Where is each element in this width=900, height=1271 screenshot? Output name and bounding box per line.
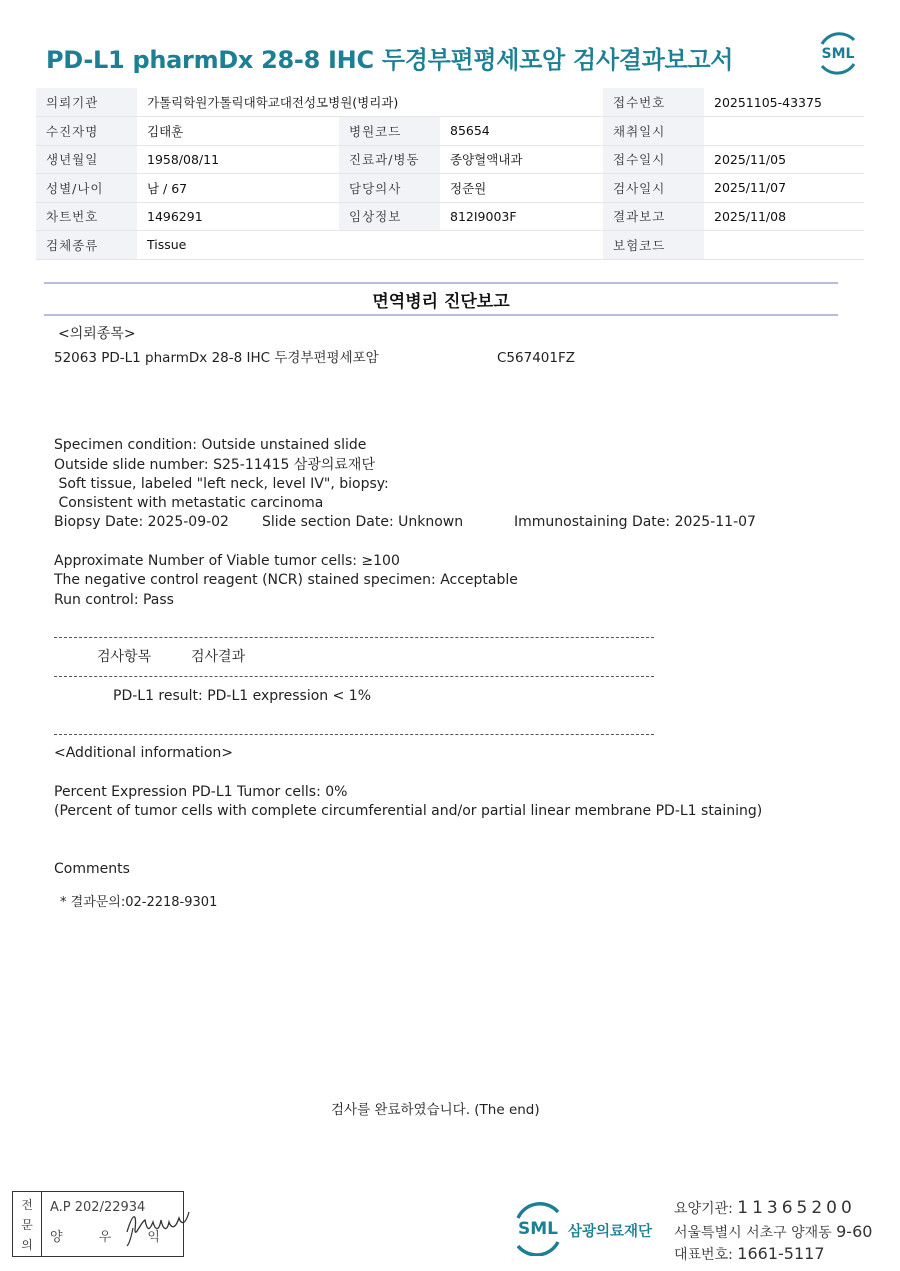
label-hospital-code: 병원코드 — [339, 117, 440, 146]
label-requesting-institution: 의뢰기관 — [36, 88, 137, 117]
specimen-line: Consistent with metastatic carcinoma — [54, 495, 324, 511]
phone-label: 대표번호: — [674, 1247, 733, 1263]
label-report-date: 결과보고 — [603, 202, 704, 231]
label-test-date: 검사일시 — [603, 174, 704, 203]
label-insurance-code: 보험코드 — [603, 231, 704, 260]
label-sex-age: 성별/나이 — [36, 174, 137, 203]
dashed-divider — [54, 637, 654, 638]
patient-info-table — [36, 88, 864, 260]
value-chart-number: 1496291 — [137, 202, 339, 231]
additional-info-header: <Additional information> — [54, 745, 233, 761]
agency-info — [674, 1198, 856, 1218]
specimen-line: Specimen condition: Outside unstained slide — [54, 437, 367, 453]
immunostaining-date: Immunostaining Date: 2025-11-07 — [514, 514, 756, 530]
info-row — [36, 145, 864, 174]
section-title: 면역병리 진단보고 — [372, 292, 510, 312]
percent-expression-note: (Percent of tumor cells with complete circumferential and/or partial linear membrane PD-L1 staining) — [54, 803, 763, 819]
report-title: PD-L1 pharmDx 28-8 IHC 두경부편평세포암 검사결과보고서 — [46, 46, 734, 74]
comments-header: Comments — [54, 861, 130, 877]
label-specimen-type: 검체종류 — [36, 231, 137, 260]
dashed-divider — [54, 676, 654, 677]
sml-logo-bottom-icon — [510, 1200, 566, 1256]
label-physician: 담당의사 — [339, 174, 440, 203]
value-report-date: 2025/11/08 — [704, 202, 864, 231]
label-chart-number: 차트번호 — [36, 202, 137, 231]
address-number: 9-60 — [836, 1222, 873, 1241]
empty-cell — [339, 231, 603, 260]
value-hospital-code: 85654 — [440, 117, 603, 146]
request-code: C567401FZ — [497, 350, 575, 366]
info-row — [36, 117, 864, 146]
stamp-side-char: 전 — [21, 1197, 33, 1212]
stamp-side-char: 의 — [21, 1237, 33, 1252]
col-test-item: 검사항목 — [97, 649, 152, 665]
value-requesting-institution: 가톨릭학원가톨릭대학교대전성모병원(병리과) — [137, 88, 603, 117]
logo-text: SML — [821, 46, 855, 62]
info-row — [36, 174, 864, 203]
value-insurance-code — [704, 231, 864, 260]
dashed-divider — [54, 734, 654, 735]
signature-icon — [123, 1202, 193, 1248]
stamp-side-char: 문 — [21, 1217, 33, 1232]
slide-section-date: Slide section Date: Unknown — [262, 514, 464, 530]
value-sex-age: 남 / 67 — [137, 174, 339, 203]
label-clinical-info: 임상정보 — [339, 202, 440, 231]
value-department: 종양혈액내과 — [440, 145, 603, 174]
label-receipt-date: 접수일시 — [603, 145, 704, 174]
organization-name: 삼광의료재단 — [568, 1224, 653, 1240]
request-header: <의뢰종목> — [58, 326, 136, 342]
sml-logo-icon — [814, 30, 862, 76]
value-receipt-date: 2025/11/05 — [704, 145, 864, 174]
contact-line: * 결과문의:02-2218-9301 — [60, 895, 218, 910]
specimen-line: Outside slide number: S25-11415 삼광의료재단 — [54, 457, 375, 473]
agency-number: 11365200 — [737, 1198, 856, 1218]
label-patient-name: 수진자명 — [36, 117, 137, 146]
col-test-result: 검사결과 — [191, 649, 246, 665]
agency-label: 요양기관: — [674, 1201, 733, 1217]
percent-expression: Percent Expression PD-L1 Tumor cells: 0% — [54, 784, 348, 800]
value-patient-name: 김태훈 — [137, 117, 339, 146]
phone-info — [674, 1244, 825, 1264]
value-collection-date — [704, 117, 864, 146]
stamp-side-label — [13, 1192, 42, 1256]
pathologist-stamp — [12, 1191, 184, 1257]
label-collection-date: 채취일시 — [603, 117, 704, 146]
label-receipt-number: 접수번호 — [603, 88, 704, 117]
section-divider-bottom — [44, 314, 838, 316]
qc-line: Run control: Pass — [54, 592, 174, 608]
biopsy-date: Biopsy Date: 2025-09-02 — [54, 514, 229, 530]
pdl1-result: PD-L1 result: PD-L1 expression < 1% — [113, 688, 371, 704]
specimen-line: Soft tissue, labeled "left neck, level IV", biopsy: — [54, 476, 389, 492]
qc-line: The negative control reagent (NCR) stained specimen: Acceptable — [54, 572, 518, 588]
value-specimen-type: Tissue — [137, 231, 339, 260]
info-row — [36, 202, 864, 231]
value-test-date: 2025/11/07 — [704, 174, 864, 203]
qc-line: Approximate Number of Viable tumor cells: ≥100 — [54, 553, 400, 569]
info-row — [36, 88, 864, 117]
value-physician: 정준원 — [440, 174, 603, 203]
request-item: 52063 PD-L1 pharmDx 28-8 IHC 두경부편평세포암 — [54, 350, 379, 366]
stamp-ap-number: A.P 202/22934 — [50, 1200, 146, 1215]
value-birth-date: 1958/08/11 — [137, 145, 339, 174]
end-text: 검사를 완료하였습니다. (The end) — [331, 1102, 540, 1118]
label-birth-date: 생년월일 — [36, 145, 137, 174]
section-divider-top — [44, 282, 838, 284]
address-info — [674, 1222, 872, 1242]
phone-number: 1661-5117 — [737, 1244, 825, 1263]
value-clinical-info: 812I9003F — [440, 202, 603, 231]
value-receipt-number: 20251105-43375 — [704, 88, 864, 117]
stamp-pathologist-name: 양 우 익 — [50, 1230, 176, 1245]
info-row — [36, 231, 864, 260]
label-department: 진료과/병동 — [339, 145, 440, 174]
logo-text: SML — [518, 1219, 558, 1239]
address-text: 서울특별시 서초구 양재동 — [674, 1225, 832, 1241]
